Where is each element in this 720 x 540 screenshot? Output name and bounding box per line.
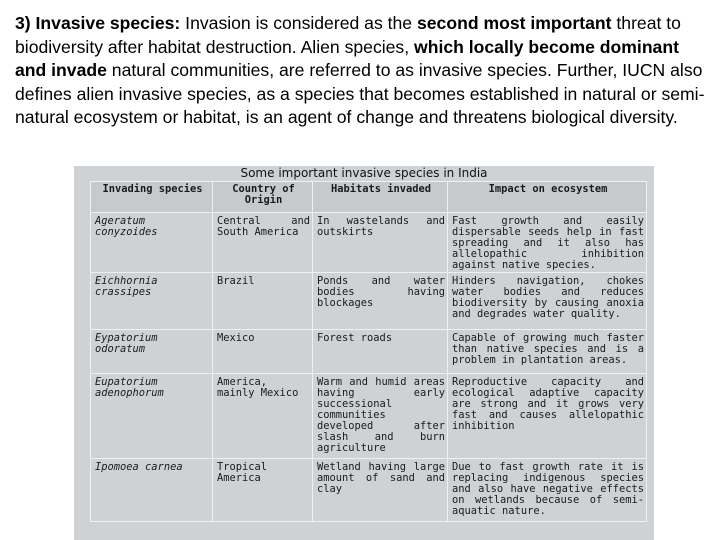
intro-paragraph xyxy=(15,12,705,130)
intro-text-3: natural communities, are referred to as invasive species. Further, IUCN also defines alien invasive species, as a species that becomes established in natural or semi-natural ecosystem or habitat, is an agent of change and threatens biological diversity. xyxy=(15,60,705,127)
cell-impact: Reproductive capacity and ecological adaptive capacity are strong and it grows very fast and causes allelopathic inhibition xyxy=(448,374,647,459)
table-row xyxy=(91,213,647,273)
cell-impact: Fast growth and easily dispersable seeds help in fast spreading and it also has allelopathic inhibition against native species. xyxy=(448,213,647,273)
intro-bold-2: which locally become dominant and invade xyxy=(15,36,679,80)
cell-species: Ipomoea carnea xyxy=(91,459,213,522)
table-row xyxy=(91,374,647,459)
header-country-of-origin: Country of Origin xyxy=(213,182,313,213)
header-invading-species: Invading species xyxy=(91,182,213,213)
cell-habitat: Wetland having large amount of sand and clay xyxy=(313,459,448,522)
invasive-species-table-image xyxy=(74,166,654,540)
invasive-species-table xyxy=(90,181,647,522)
intro-bold-1: second most important xyxy=(416,13,612,33)
cell-impact: Hinders navigation, chokes water bodies and reduces biodiversity by causing anoxia and degrades water quality. xyxy=(448,273,647,330)
cell-impact: Capable of growing much faster than native species and is a problem in plantation areas. xyxy=(448,330,647,374)
cell-habitat: Warm and humid areas having early successional communities developed after slash and burn agriculture xyxy=(313,374,448,459)
table-title: Some important invasive species in India xyxy=(240,166,488,180)
cell-origin: Brazil xyxy=(213,273,313,330)
cell-origin: Tropical America xyxy=(213,459,313,522)
intro-lead: 3) Invasive species: xyxy=(15,13,181,33)
cell-species: Eupatorium adenophorum xyxy=(91,374,213,459)
table-row xyxy=(91,273,647,330)
intro-text-2: threat to biodiversity after habitat destruction. Alien species, xyxy=(15,13,681,57)
intro-text-1: Invasion is considered as the xyxy=(180,13,417,33)
cell-impact: Due to fast growth rate it is replacing indigenous species and also have negative effects on wetlands because of semi-aquatic nature. xyxy=(448,459,647,522)
cell-origin: America, mainly Mexico xyxy=(213,374,313,459)
cell-origin: Mexico xyxy=(213,330,313,374)
cell-species: Ageratum conyzoides xyxy=(91,213,213,273)
cell-habitat: In wastelands and outskirts xyxy=(313,213,448,273)
cell-habitat: Ponds and water bodies having blockages xyxy=(313,273,448,330)
table-header-row xyxy=(91,182,647,213)
cell-species: Eichhornia crassipes xyxy=(91,273,213,330)
table-row xyxy=(91,330,647,374)
table-row xyxy=(91,459,647,522)
header-impact-on-ecosystem: Impact on ecosystem xyxy=(448,182,647,213)
cell-habitat: Forest roads xyxy=(313,330,448,374)
cell-origin: Central and South America xyxy=(213,213,313,273)
header-habitats-invaded: Habitats invaded xyxy=(313,182,448,213)
cell-species: Eypatorium odoratum xyxy=(91,330,213,374)
